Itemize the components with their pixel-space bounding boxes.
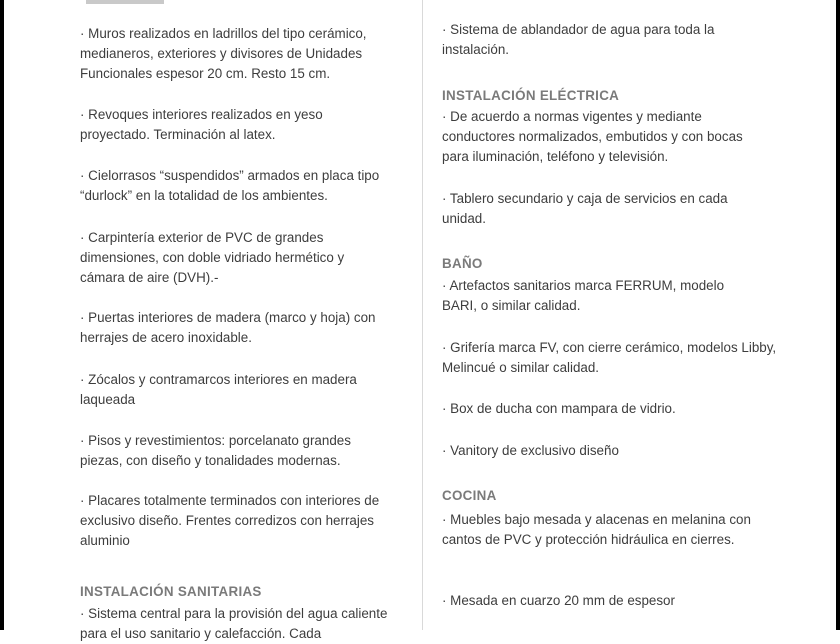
page-frame-right [836, 0, 840, 630]
spec-item-tablero: · Tablero secundario y caja de servicios en cada unidad. [442, 191, 728, 226]
page-frame-left [0, 0, 4, 630]
heading-cocina: COCINA [442, 488, 497, 503]
spec-item-puertas: · Puertas interiores de madera (marco y hoja) con herrajes de acero inoxidable. [80, 310, 376, 345]
spec-item-muros: · Muros realizados en ladrillos del tipo cerámico, medianeros, exteriores y divisores de Unidades Funcionales espesor 20 cm. Resto 15 cm. [80, 26, 367, 81]
spec-item-mesada: · Mesada en cuarzo 20 mm de espesor [442, 593, 675, 608]
spec-item-muebles: · Muebles bajo mesada y alacenas en melanina con cantos de PVC y protección hidráulica en cierres. [442, 512, 751, 547]
heading-instalacion-sanitarias: INSTALACIÓN SANITARIAS [80, 584, 262, 599]
spec-item-normas: · De acuerdo a normas vigentes y mediante conductores normalizados, embutidos y con bocas para iluminación, teléfono y televisión. [442, 109, 743, 164]
spec-item-pisos: · Pisos y revestimientos: porcelanato grandes piezas, con diseño y tonalidades modernas. [80, 433, 351, 468]
spec-item-cielorrasos: · Cielorrasos “suspendidos” armados en placa tipo “durlock” en la totalidad de los ambientes. [80, 168, 380, 203]
spec-item-vanitory: · Vanitory de exclusivo diseño [442, 443, 619, 458]
spec-item-griferia: · Grifería marca FV, con cierre cerámico, modelos Libby, Melincué o similar calidad. [442, 340, 777, 375]
spec-item-zocalos: · Zócalos y contramarcos interiores en madera laqueada [80, 372, 357, 407]
heading-instalacion-electrica: INSTALACIÓN ELÉCTRICA [442, 88, 620, 103]
spec-item-ablandador: · Sistema de ablandador de agua para toda la instalación. [442, 22, 715, 57]
spec-item-box-ducha: · Box de ducha con mampara de vidrio. [442, 401, 676, 416]
spec-item-artefactos: · Artefactos sanitarios marca FERRUM, modelo BARI, o similar calidad. [442, 278, 725, 313]
spec-item-sistema-central: · Sistema central para la provisión del agua caliente para el uso sanitario y calefacción. Cada [80, 606, 388, 641]
spec-item-revoques: · Revoques interiores realizados en yeso proyectado. Terminación al latex. [80, 107, 323, 142]
heading-bano: BAÑO [442, 256, 483, 271]
column-divider [422, 0, 423, 630]
cut-off-heading [86, 0, 164, 4]
spec-item-carpinteria: · Carpintería exterior de PVC de grandes dimensiones, con doble vidriado hermético y cámara de aire (DVH).- [80, 230, 345, 285]
spec-item-placares: · Placares totalmente terminados con interiores de exclusivo diseño. Frentes corredizos con herrajes aluminio [80, 493, 380, 548]
